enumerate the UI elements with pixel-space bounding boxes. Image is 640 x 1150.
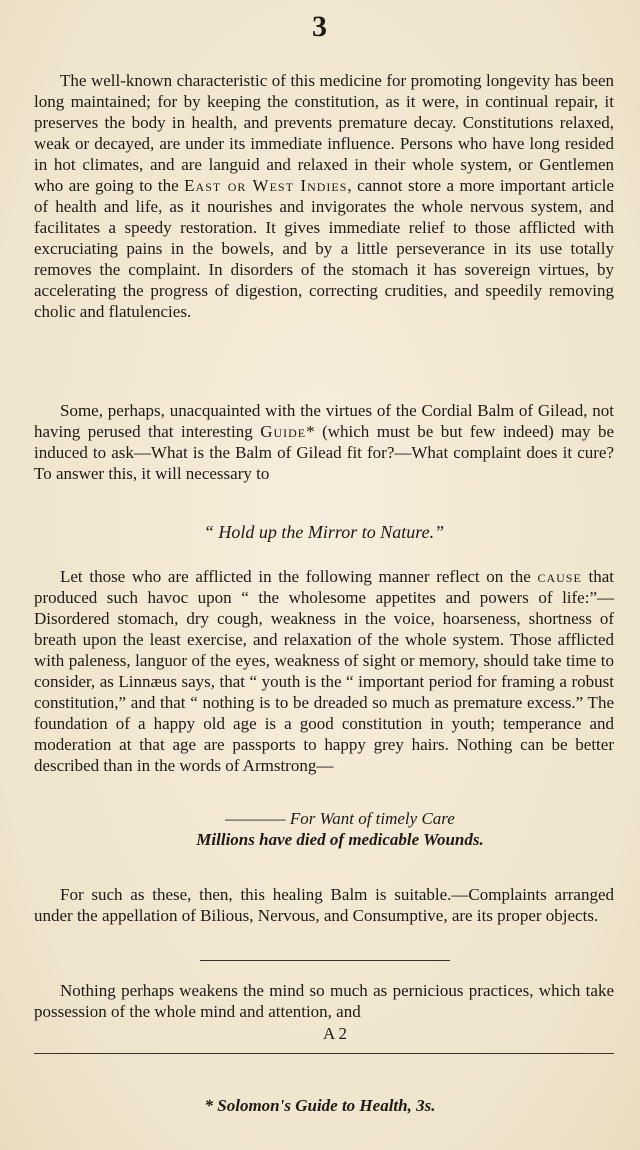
mirror-quote: “ Hold up the Mirror to Nature.”: [203, 522, 445, 542]
paragraph-afflicted-text: Let those who are afflicted in the following manner reflect on the: [60, 567, 538, 586]
paragraph-balm-of-gilead: [34, 400, 614, 484]
footnote: * Solomon's Guide to Health, 3s.: [204, 1096, 436, 1115]
paragraph-balm-text: Some, perhaps, unacquainted with the virtues of the Cordial Balm of Gilead, not having perused that interesting: [34, 401, 614, 441]
cause-word: cause: [537, 567, 582, 586]
paragraph-suitable-text: For such as these, then, this healing Balm is suitable.—Complaints arranged under the appellation of Bilious, Nervous, and Consumptive, are its proper objects.: [34, 885, 614, 925]
paragraph-pernicious: [34, 980, 614, 1022]
paragraph-longevity-text-cont: , cannot store a more important article of health and life, as it nourishes and invigorates the whole nervous system, and facilitates a speedy restoration. It gives immediate relief to those afflicted with excruciating pains in the bowels, and by a little perseverance in its use totally removes the complaint. In disorders of the stomach it has sovereign virtues, by accelerating the progress of digestion, correcting crudities, and speedily removing cholic and flatulencies.: [34, 176, 614, 321]
armstrong-verse-line-2: Millions have died of medicable Wounds.: [196, 830, 484, 849]
paragraph-suitable: [34, 884, 614, 926]
footnote-rule: [34, 1053, 614, 1054]
paragraph-longevity: [34, 70, 614, 322]
signature-mark: A 2: [322, 1024, 348, 1043]
east-west-indies: East or West Indies: [184, 176, 348, 195]
paragraph-longevity-text: The well-known characteristic of this medicine for promoting longevity has been long maintained; for by keeping the constitution, as it were, in continual repair, it preserves the body in health, and prevents premature decay. Constitutions relaxed, weak or decayed, are under its immediate influence. Persons who have long resided in hot climates, and are languid and relaxed in their whole system, or Gentlemen who are going to the: [34, 71, 614, 195]
page-number: 3: [312, 10, 328, 43]
paragraph-pernicious-text: Nothing perhaps weakens the mind so much as pernicious practices, which take possession of the whole mind and attention, and: [34, 981, 614, 1021]
armstrong-verse-line-1: ———— For Want of timely Care: [225, 809, 455, 828]
paragraph-afflicted: [34, 566, 614, 776]
section-divider: [200, 960, 450, 961]
guide-reference: Guide: [260, 422, 307, 441]
paragraph-balm-text-cont: * (which must be but few indeed) may be induced to ask—What is the Balm of Gilead fit for?—What complaint does it cure? To answer this, it will necessary to: [34, 422, 615, 483]
paragraph-afflicted-text-cont: that produced such havoc upon “ the wholesome appetites and powers of life:”—Disordered stomach, dry cough, weakness in the voice, hoarseness, shortness of breath upon the least exercise, and relaxation of the whole system. Those afflicted with paleness, languor of the eyes, weakness of sight or memory, should take time to consider, as Linnæus says, that “ youth is the “ important period for framing a robust constitution,” and that “ nothing is to be dreaded so much as premature excess.” The foundation of a happy old age is a good constitution in youth; temperance and moderation at that age are passports to happy grey hairs. Nothing can be better described than in the words of Armstrong—: [34, 567, 614, 775]
